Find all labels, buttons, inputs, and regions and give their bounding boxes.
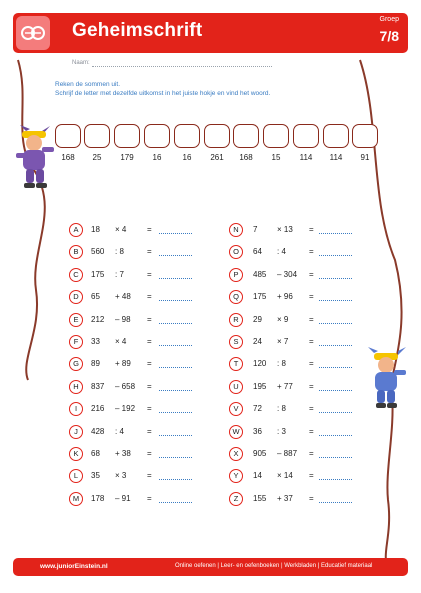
answer-field[interactable] [319, 223, 352, 234]
sum-operand: 24 [253, 337, 262, 346]
answer-field[interactable] [159, 313, 192, 324]
letter-badge: J [69, 425, 83, 439]
sum-operator: × 4 [115, 225, 127, 234]
letter-badge: P [229, 268, 243, 282]
sum-operator: : 8 [277, 404, 286, 413]
sum-operator: : 4 [115, 427, 124, 436]
answer-box[interactable] [114, 124, 140, 148]
sum-operator: – 887 [277, 449, 298, 458]
answer-field[interactable] [159, 425, 192, 436]
sum-operand: 195 [253, 382, 267, 391]
letter-badge: S [229, 335, 243, 349]
answer-box[interactable] [293, 124, 319, 148]
letter-badge: W [229, 425, 243, 439]
sum-operator: × 3 [115, 471, 127, 480]
sum-operand: 7 [253, 225, 258, 234]
sum-operand: 18 [91, 225, 100, 234]
letter-badge: U [229, 380, 243, 394]
page-title: Geheimschrift [72, 20, 203, 41]
sum-operand: 36 [253, 427, 262, 436]
sum-operand: 14 [253, 471, 262, 480]
answer-box[interactable] [233, 124, 259, 148]
sum-equals: = [309, 404, 314, 413]
sum-operator: × 7 [277, 337, 289, 346]
answer-box[interactable] [352, 124, 378, 148]
answer-box[interactable] [323, 124, 349, 148]
sum-operator: × 13 [277, 225, 293, 234]
sum-operator: – 304 [277, 270, 298, 279]
letter-badge: V [229, 402, 243, 416]
answer-field[interactable] [319, 380, 352, 391]
letter-badge: Y [229, 469, 243, 483]
letter-badge: X [229, 447, 243, 461]
answer-field[interactable] [319, 402, 352, 413]
answer-field[interactable] [319, 268, 352, 279]
code-number: 261 [210, 153, 224, 162]
sum-operand: 175 [253, 292, 267, 301]
letter-badge: E [69, 313, 83, 327]
sum-equals: = [147, 449, 152, 458]
sum-operator: + 89 [115, 359, 131, 368]
sum-operator: : 4 [277, 247, 286, 256]
sum-equals: = [147, 337, 152, 346]
answer-box[interactable] [144, 124, 170, 148]
sum-operand: 175 [91, 270, 105, 279]
code-number: 168 [61, 153, 75, 162]
answer-field[interactable] [319, 245, 352, 256]
name-label: Naam: [72, 60, 90, 66]
letter-badge: A [69, 223, 83, 237]
sum-operand: 29 [253, 315, 262, 324]
answer-field[interactable] [159, 268, 192, 279]
sum-equals: = [309, 337, 314, 346]
answer-field[interactable] [159, 290, 192, 301]
instruction-line-1: Reken de sommen uit. [55, 81, 121, 88]
sum-equals: = [147, 315, 152, 324]
sum-operand: 68 [91, 449, 100, 458]
sum-operator: × 4 [115, 337, 127, 346]
code-number: 168 [239, 153, 253, 162]
sum-equals: = [147, 247, 152, 256]
sum-equals: = [147, 494, 152, 503]
answer-field[interactable] [319, 492, 352, 503]
letter-badge: H [69, 380, 83, 394]
sum-equals: = [309, 270, 314, 279]
sum-operand: 33 [91, 337, 100, 346]
sum-operand: 35 [91, 471, 100, 480]
answer-field[interactable] [319, 290, 352, 301]
letter-badge: O [229, 245, 243, 259]
letter-badge: K [69, 447, 83, 461]
code-number: 16 [182, 153, 192, 162]
sum-operand: 89 [91, 359, 100, 368]
sum-operator: : 3 [277, 427, 286, 436]
sum-equals: = [147, 270, 152, 279]
sum-operand: 905 [253, 449, 267, 458]
sum-equals: = [147, 382, 152, 391]
letter-badge: I [69, 402, 83, 416]
letter-badge: G [69, 357, 83, 371]
climbing-child-illustration-left [12, 125, 60, 195]
sum-operand: 65 [91, 292, 100, 301]
sum-operand: 120 [253, 359, 267, 368]
sum-equals: = [309, 225, 314, 234]
letter-badge: M [69, 492, 83, 506]
letter-badge: Z [229, 492, 243, 506]
letter-badge: T [229, 357, 243, 371]
answer-field[interactable] [319, 335, 352, 346]
sum-equals: = [147, 225, 152, 234]
sum-operand: 212 [91, 315, 105, 324]
sum-equals: = [147, 471, 152, 480]
groep-label: Groep [379, 16, 399, 23]
sum-operand: 837 [91, 382, 105, 391]
code-number: 179 [120, 153, 134, 162]
sum-equals: = [309, 359, 314, 368]
answer-field[interactable] [159, 223, 192, 234]
sum-operand: 155 [253, 494, 267, 503]
letter-badge: L [69, 469, 83, 483]
sum-equals: = [309, 315, 314, 324]
sum-equals: = [147, 404, 152, 413]
answer-box[interactable] [84, 124, 110, 148]
instruction-line-2: Schrijf de letter met dezelfde uitkomst in het juiste hokje en vind het woord. [55, 90, 271, 97]
sum-operator: + 96 [277, 292, 293, 301]
climbing-child-illustration-right [364, 345, 410, 413]
sum-operator: + 38 [115, 449, 131, 458]
answer-field[interactable] [159, 447, 192, 458]
answer-field[interactable] [319, 447, 352, 458]
answer-field[interactable] [159, 335, 192, 346]
code-number: 114 [329, 153, 343, 162]
groep-value: 7/8 [379, 28, 399, 44]
sum-operand: 485 [253, 270, 267, 279]
letter-badge: N [229, 223, 243, 237]
sum-operand: 560 [91, 247, 105, 256]
sum-operator: + 37 [277, 494, 293, 503]
answer-field[interactable] [319, 469, 352, 480]
sum-operator: : 8 [277, 359, 286, 368]
sum-equals: = [309, 247, 314, 256]
answer-box[interactable] [263, 124, 289, 148]
sum-operator: – 658 [115, 382, 136, 391]
answer-field[interactable] [319, 313, 352, 324]
letter-badge: F [69, 335, 83, 349]
sum-operator: : 7 [115, 270, 124, 279]
letter-badge: B [69, 245, 83, 259]
junior-einstein-logo [16, 16, 50, 50]
letter-badge: D [69, 290, 83, 304]
sum-operator: × 9 [277, 315, 289, 324]
answer-box[interactable] [204, 124, 230, 148]
sum-equals: = [309, 494, 314, 503]
sum-operand: 64 [253, 247, 262, 256]
letter-badge: R [229, 313, 243, 327]
footer-url-link[interactable]: www.juniorEinstein.nl [40, 563, 108, 570]
answer-field[interactable] [159, 492, 192, 503]
sum-equals: = [309, 292, 314, 301]
sum-equals: = [147, 427, 152, 436]
sum-operator: – 98 [115, 315, 131, 324]
sum-equals: = [147, 359, 152, 368]
name-field[interactable] [92, 66, 272, 67]
answer-field[interactable] [159, 402, 192, 413]
letter-badge: Q [229, 290, 243, 304]
code-number: 114 [299, 153, 313, 162]
answer-field[interactable] [159, 469, 192, 480]
sum-operator: – 91 [115, 494, 131, 503]
sum-operand: 216 [91, 404, 105, 413]
sum-equals: = [309, 449, 314, 458]
sum-operator: × 14 [277, 471, 293, 480]
code-number: 25 [92, 153, 102, 162]
sum-operator: + 77 [277, 382, 293, 391]
code-number: 16 [152, 153, 162, 162]
sum-equals: = [147, 292, 152, 301]
letter-badge: C [69, 268, 83, 282]
sum-operator: – 192 [115, 404, 136, 413]
sum-equals: = [309, 471, 314, 480]
footer-links[interactable]: Online oefenen | Leer- en oefenboeken | Werkbladen | Educatief materiaal [175, 563, 373, 569]
code-number: 15 [271, 153, 281, 162]
sum-operand: 178 [91, 494, 105, 503]
sum-operand: 72 [253, 404, 262, 413]
answer-box[interactable] [174, 124, 200, 148]
answer-field[interactable] [319, 425, 352, 436]
sum-equals: = [309, 382, 314, 391]
answer-field[interactable] [159, 245, 192, 256]
sum-operator: : 8 [115, 247, 124, 256]
code-number: 91 [360, 153, 370, 162]
sum-equals: = [309, 427, 314, 436]
answer-field[interactable] [319, 357, 352, 368]
sum-operand: 428 [91, 427, 105, 436]
answer-field[interactable] [159, 357, 192, 368]
sum-operator: + 48 [115, 292, 131, 301]
answer-field[interactable] [159, 380, 192, 391]
